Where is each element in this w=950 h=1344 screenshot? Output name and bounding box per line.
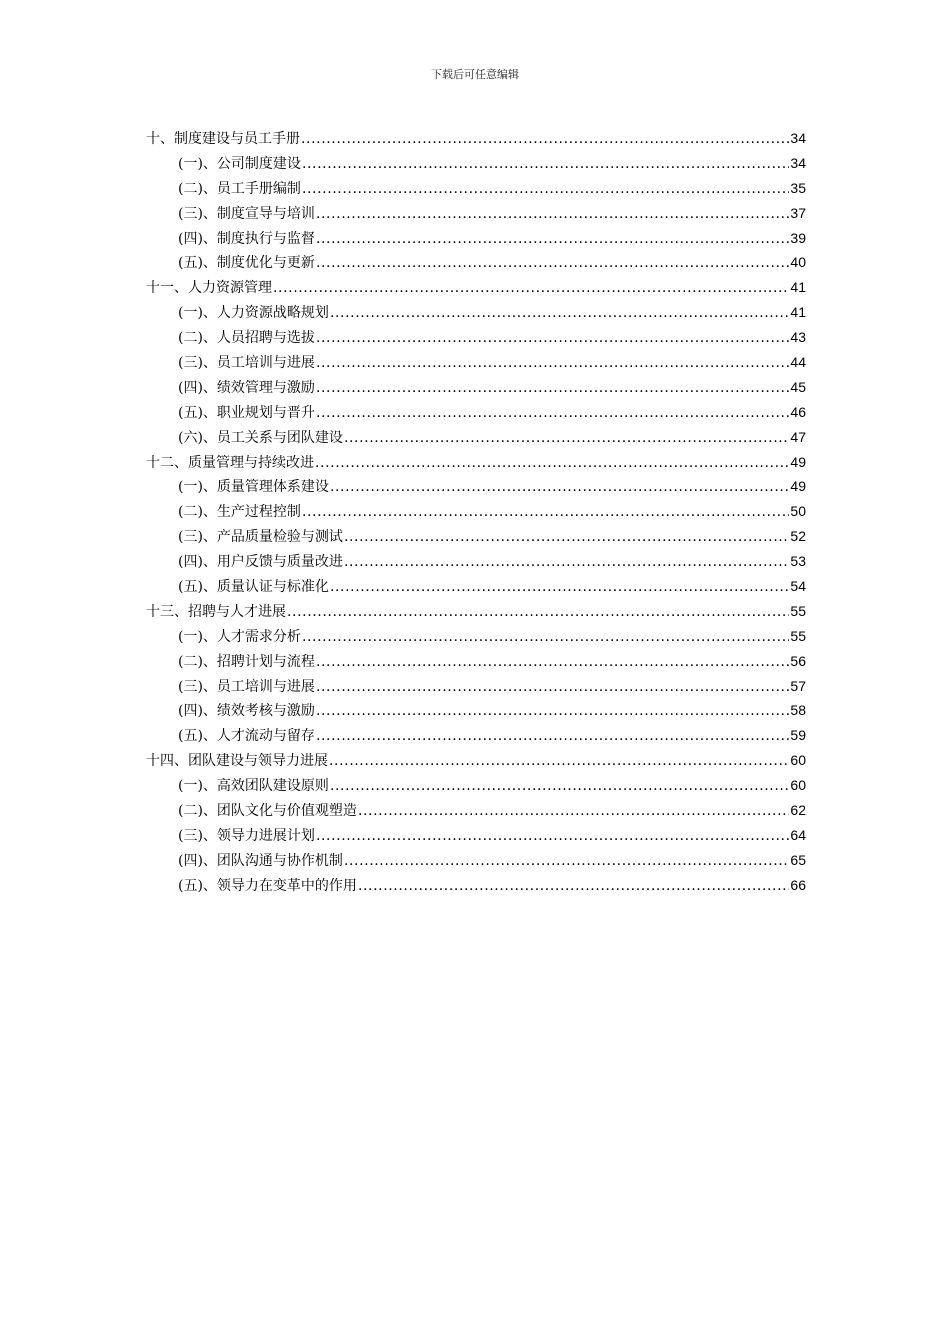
toc-section-entry[interactable] bbox=[146, 400, 806, 425]
toc-dot-leader bbox=[316, 699, 789, 724]
toc-section-entry[interactable] bbox=[146, 375, 806, 400]
toc-entry-label: (三)、员工培训与进展 bbox=[178, 678, 315, 695]
toc-page-number: 50 bbox=[790, 503, 806, 520]
toc-page-number: 60 bbox=[790, 752, 806, 769]
toc-dot-leader bbox=[316, 227, 789, 252]
toc-entry-label: (三)、产品质量检验与测试 bbox=[178, 529, 343, 546]
toc-dot-leader bbox=[330, 475, 789, 500]
toc-chapter-entry[interactable] bbox=[146, 275, 806, 300]
toc-page-number: 59 bbox=[790, 727, 806, 744]
toc-dot-leader bbox=[302, 625, 789, 650]
toc-page-number: 65 bbox=[790, 851, 806, 868]
toc-page-number: 55 bbox=[790, 602, 806, 619]
toc-section-entry[interactable] bbox=[146, 624, 806, 649]
toc-page-number: 35 bbox=[790, 179, 806, 196]
toc-entry-label: (三)、员工培训与进展 bbox=[178, 355, 315, 372]
toc-section-entry[interactable] bbox=[146, 176, 806, 201]
toc-page-number: 64 bbox=[790, 826, 806, 843]
toc-section-entry[interactable] bbox=[146, 350, 806, 375]
toc-dot-leader bbox=[330, 575, 789, 600]
toc-dot-leader bbox=[329, 749, 789, 774]
toc-page-number: 54 bbox=[790, 578, 806, 595]
toc-page-number: 47 bbox=[790, 428, 806, 445]
toc-section-entry[interactable] bbox=[146, 201, 806, 226]
toc-entry-label: (六)、员工关系与团队建设 bbox=[178, 429, 343, 446]
toc-section-entry[interactable] bbox=[146, 698, 806, 723]
toc-entry-label: (二)、员工手册编制 bbox=[178, 180, 301, 197]
toc-dot-leader bbox=[316, 724, 789, 749]
toc-entry-label: (一)、公司制度建设 bbox=[178, 155, 301, 172]
toc-entry-label: 十二、质量管理与持续改进 bbox=[146, 454, 314, 471]
toc-entry-label: (一)、高效团队建设原则 bbox=[178, 778, 329, 795]
toc-page-number: 49 bbox=[790, 478, 806, 495]
toc-entry-label: (二)、人员招聘与选拔 bbox=[178, 330, 315, 347]
toc-page-number: 62 bbox=[790, 802, 806, 819]
toc-chapter-entry[interactable] bbox=[146, 599, 806, 624]
toc-dot-leader bbox=[344, 525, 789, 550]
toc-page-number: 45 bbox=[790, 378, 806, 395]
toc-section-entry[interactable] bbox=[146, 474, 806, 499]
toc-entry-label: (二)、生产过程控制 bbox=[178, 504, 301, 521]
page-header: 下载后可任意编辑 bbox=[431, 68, 519, 81]
toc-section-entry[interactable] bbox=[146, 300, 806, 325]
toc-section-entry[interactable] bbox=[146, 499, 806, 524]
toc-section-entry[interactable] bbox=[146, 325, 806, 350]
toc-page-number: 56 bbox=[790, 652, 806, 669]
toc-dot-leader bbox=[315, 451, 789, 476]
toc-entry-label: 十三、招聘与人才进展 bbox=[146, 603, 286, 620]
toc-page-number: 39 bbox=[790, 229, 806, 246]
toc-entry-label: (三)、领导力进展计划 bbox=[178, 827, 315, 844]
toc-page-number: 66 bbox=[790, 876, 806, 893]
toc-dot-leader bbox=[273, 276, 789, 301]
toc-dot-leader bbox=[316, 376, 789, 401]
toc-dot-leader bbox=[302, 500, 789, 525]
toc-page-number: 41 bbox=[790, 279, 806, 296]
toc-entry-label: (五)、人才流动与留存 bbox=[178, 728, 315, 745]
toc-dot-leader bbox=[287, 600, 789, 625]
toc-entry-label: (三)、制度宣导与培训 bbox=[178, 205, 315, 222]
toc-section-entry[interactable] bbox=[146, 773, 806, 798]
toc-dot-leader bbox=[316, 326, 789, 351]
toc-chapter-entry[interactable] bbox=[146, 450, 806, 475]
toc-page-number: 58 bbox=[790, 702, 806, 719]
toc-page-number: 49 bbox=[790, 453, 806, 470]
toc-chapter-entry[interactable] bbox=[146, 748, 806, 773]
toc-section-entry[interactable] bbox=[146, 723, 806, 748]
toc-entry-label: (一)、人才需求分析 bbox=[178, 628, 301, 645]
toc-entry-label: (五)、职业规划与晋升 bbox=[178, 404, 315, 421]
toc-section-entry[interactable] bbox=[146, 873, 806, 898]
toc-page-number: 40 bbox=[790, 254, 806, 271]
toc-page-number: 41 bbox=[790, 304, 806, 321]
toc-section-entry[interactable] bbox=[146, 848, 806, 873]
toc-entry-label: 十、制度建设与员工手册 bbox=[146, 131, 300, 147]
toc-entry-label: (四)、绩效管理与激励 bbox=[178, 379, 315, 396]
toc-entry-label: (四)、绩效考核与激励 bbox=[178, 703, 315, 720]
toc-section-entry[interactable] bbox=[146, 524, 806, 549]
toc-dot-leader bbox=[358, 799, 789, 824]
toc-entry-label: (五)、领导力在变革中的作用 bbox=[178, 877, 357, 894]
toc-chapter-entry[interactable] bbox=[146, 126, 806, 151]
toc-dot-leader bbox=[330, 301, 789, 326]
toc-entry-label: 十一、人力资源管理 bbox=[146, 280, 272, 297]
toc-dot-leader bbox=[316, 251, 789, 276]
toc-dot-leader bbox=[316, 675, 789, 700]
toc-dot-leader bbox=[316, 401, 789, 426]
toc-dot-leader bbox=[316, 351, 789, 376]
toc-dot-leader bbox=[344, 550, 789, 575]
toc-dot-leader bbox=[316, 202, 789, 227]
toc-page-number: 46 bbox=[790, 403, 806, 420]
toc-section-entry[interactable] bbox=[146, 226, 806, 251]
toc-entry-label: (二)、团队文化与价值观塑造 bbox=[178, 803, 357, 820]
toc-section-entry[interactable] bbox=[146, 549, 806, 574]
toc-page-number: 52 bbox=[790, 528, 806, 545]
toc-entry-label: (一)、人力资源战略规划 bbox=[178, 305, 329, 322]
toc-dot-leader bbox=[316, 650, 789, 675]
toc-dot-leader bbox=[301, 127, 789, 152]
toc-page-number: 34 bbox=[790, 154, 806, 171]
toc-section-entry[interactable] bbox=[146, 574, 806, 599]
toc-section-entry[interactable] bbox=[146, 823, 806, 848]
toc-entry-label: 十四、团队建设与领导力进展 bbox=[146, 753, 328, 770]
toc-section-entry[interactable] bbox=[146, 674, 806, 699]
toc-dot-leader bbox=[358, 874, 789, 899]
toc-section-entry[interactable] bbox=[146, 798, 806, 823]
toc-entry-label: (五)、质量认证与标准化 bbox=[178, 579, 329, 596]
toc-entry-label: (四)、团队沟通与协作机制 bbox=[178, 852, 343, 869]
toc-dot-leader bbox=[302, 152, 789, 177]
toc-dot-leader bbox=[344, 849, 789, 874]
toc-page-number: 44 bbox=[790, 354, 806, 371]
toc-entry-label: (二)、招聘计划与流程 bbox=[178, 653, 315, 670]
toc-page-number: 55 bbox=[790, 627, 806, 644]
toc-dot-leader bbox=[330, 774, 789, 799]
toc-section-entry[interactable] bbox=[146, 250, 806, 275]
toc-entry-label: (四)、制度执行与监督 bbox=[178, 230, 315, 247]
toc-page-number: 37 bbox=[790, 204, 806, 221]
toc-page-number: 60 bbox=[790, 777, 806, 794]
toc-dot-leader bbox=[316, 824, 789, 849]
toc-entry-label: (一)、质量管理体系建设 bbox=[178, 479, 329, 496]
toc-section-entry[interactable] bbox=[146, 649, 806, 674]
toc-dot-leader bbox=[344, 426, 789, 451]
toc-entry-label: (四)、用户反馈与质量改进 bbox=[178, 554, 343, 571]
toc-page-number: 34 bbox=[790, 130, 806, 146]
table-of-contents bbox=[146, 126, 806, 898]
toc-page-number: 43 bbox=[790, 329, 806, 346]
toc-entry-label: (五)、制度优化与更新 bbox=[178, 255, 315, 272]
toc-section-entry[interactable] bbox=[146, 151, 806, 176]
toc-page-number: 53 bbox=[790, 553, 806, 570]
toc-section-entry[interactable] bbox=[146, 425, 806, 450]
toc-page-number: 57 bbox=[790, 677, 806, 694]
toc-dot-leader bbox=[302, 177, 789, 202]
